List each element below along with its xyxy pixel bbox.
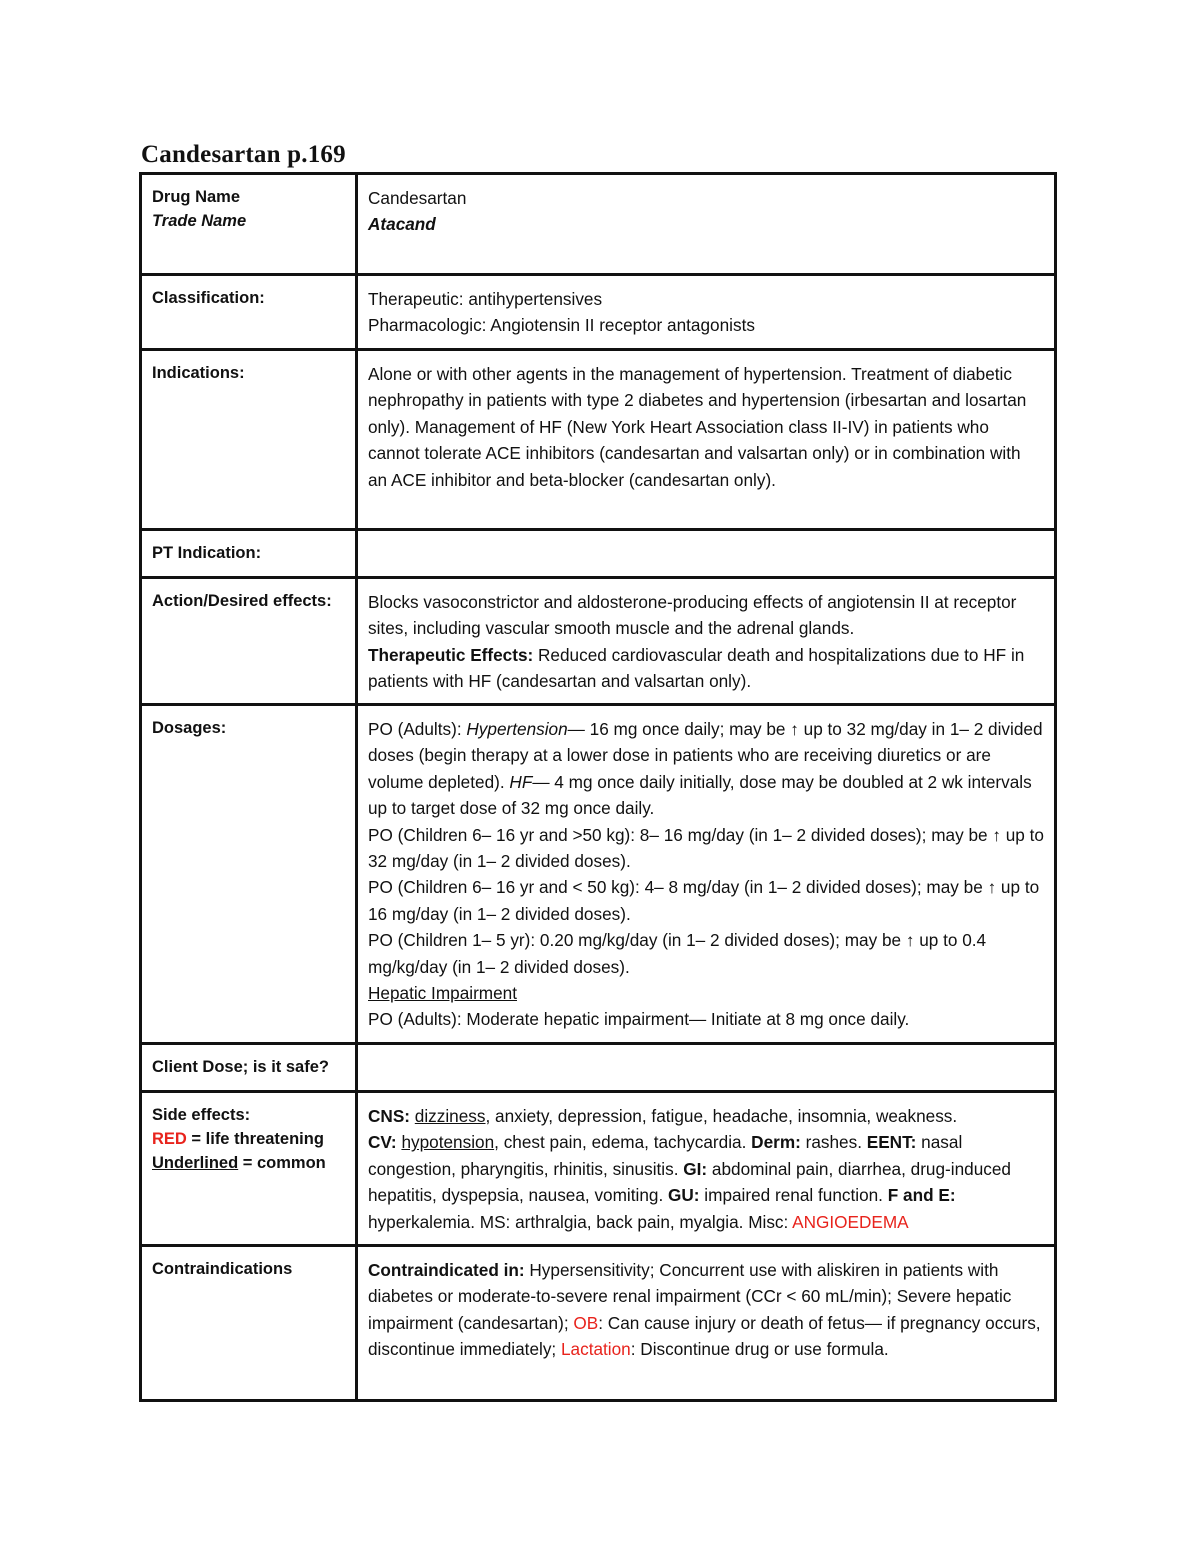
ci-ob-label: OB xyxy=(573,1312,599,1333)
drug-name-value-cell xyxy=(357,174,1056,275)
drug-card-table xyxy=(139,172,1057,1402)
se-cns-common: dizziness xyxy=(414,1106,486,1126)
ci-ob-text: : Can cause injury or death of fetus— if pregnancy occurs, discontinue immediately; xyxy=(368,1312,1041,1360)
ci-text: Hypersensitivity; Concurrent use with aliskiren in patients with diabetes or moderate-to-severe renal impairment (CCr < 60 mL/min); Severe hepatic impairment (candesartan); xyxy=(368,1260,1012,1333)
dose-child-3: PO (Children 1– 5 yr): 0.20 mg/kg/day (in 1– 2 divided doses); may be ↑ up to 0.4 mg/kg/day (in 1– 2 divided doses). xyxy=(368,930,987,977)
dose-adult-htn: Hypertension xyxy=(466,719,568,739)
dose-adult-htn-text: — 16 mg once daily; may be ↑ up to 32 mg/day in 1– 2 divided doses (begin therapy at a lower dose in patients who are receiving diuretics or are volume depleted). xyxy=(368,719,1043,792)
row-dosages xyxy=(141,705,1056,1044)
dose-child-1: PO (Children 6– 16 yr and >50 kg): 8– 16 mg/day (in 1– 2 divided doses); may be ↑ up to 32 mg/day (in 1– 2 divided doses). xyxy=(368,824,1044,872)
therapeutic-effects-text: Reduced cardiovascular death and hospitalizations due to HF in patients with HF (candesartan and valsartan only). xyxy=(368,644,1025,692)
row-classification xyxy=(141,275,1056,350)
indications-label: Indications: xyxy=(141,350,357,530)
page-title: Candesartan p.169 xyxy=(141,141,346,168)
drug-name-label-cell xyxy=(141,174,357,275)
row-side-effects xyxy=(141,1092,1056,1246)
dose-adult-hf: HF xyxy=(509,771,533,792)
se-cns-text: , anxiety, depression, fatigue, headache, insomnia, weakness. xyxy=(485,1106,958,1126)
se-cns-label: CNS: xyxy=(368,1106,411,1126)
se-cv-common: hypotension xyxy=(401,1132,495,1153)
action-text: Blocks vasoconstrictor and aldosterone-producing effects of angiotensin II at receptor sites, including vascular smooth muscle and the adrenal glands. xyxy=(368,592,1017,639)
se-gi-text: abdominal pain, diarrhea, drug-induced hepatitis, dyspepsia, nausea, vomiting. xyxy=(368,1158,1011,1206)
row-indications xyxy=(141,350,1056,530)
dose-adult-label: PO (Adults): xyxy=(368,719,462,739)
dose-hepatic: PO (Adults): Moderate hepatic impairment— Initiate at 8 mg once daily. xyxy=(368,1009,910,1030)
se-cv-label: CV: xyxy=(368,1132,397,1153)
indications-text: Alone or with other agents in the management of hypertension. Treatment of diabetic nephropathy in patients with type 2 diabetes and hypertension (irbesartan and losartan only). Management of HF (New York Heart Association class II-IV) in patients who cannot tolerate ACE inhibitors (candesartan and valsartan only) or in combination with an ACE inhibitor and beta-blocker (candesartan only). xyxy=(357,350,1056,530)
row-contraindications xyxy=(141,1246,1056,1401)
therapeutic-class: Therapeutic: antihypertensives xyxy=(368,289,603,309)
classification-label: Classification: xyxy=(141,275,357,350)
se-fe-label: F and E: xyxy=(887,1185,956,1206)
pt-indication-label: PT Indication: xyxy=(141,530,357,578)
trade-name-label: Trade Name xyxy=(152,212,247,230)
legend-underlined: Underlined xyxy=(152,1154,239,1172)
dosages-value-cell xyxy=(357,705,1056,1044)
side-effects-value-cell xyxy=(357,1092,1056,1246)
se-derm-label: Derm: xyxy=(751,1132,801,1153)
action-label: Action/Desired effects: xyxy=(141,578,357,705)
se-derm-text: rashes. xyxy=(800,1132,862,1153)
se-cv-text: , chest pain, edema, tachycardia. xyxy=(494,1132,747,1153)
se-eent-label: EENT: xyxy=(866,1132,917,1153)
row-pt-indication xyxy=(141,530,1056,578)
contraindications-label: Contraindications xyxy=(141,1246,357,1401)
legend-underlined-text: = common xyxy=(238,1154,326,1172)
se-fe-text: hyperkalemia. MS: arthralgia, back pain, myalgia. Misc: xyxy=(368,1211,793,1232)
se-gi-label: GI: xyxy=(683,1158,708,1179)
classification-value-cell xyxy=(357,275,1056,350)
dose-adult-hf-text: — 4 mg once daily initially, dose may be doubled at 2 wk intervals up to target dose of 32 mg once daily. xyxy=(368,771,1032,819)
contraindications-value-cell xyxy=(357,1246,1056,1401)
ci-lactation-text: : Discontinue drug or use formula. xyxy=(630,1339,889,1360)
legend-red: RED xyxy=(152,1130,187,1148)
side-effects-label: Side effects: xyxy=(152,1106,251,1124)
dose-child-2: PO (Children 6– 16 yr and < 50 kg): 4– 8 mg/day (in 1– 2 divided doses); may be ↑ up to 16 mg/day (in 1– 2 divided doses). xyxy=(368,877,1040,924)
pharmacologic-class: Pharmacologic: Angiotensin II receptor antagonists xyxy=(368,315,755,336)
se-eent-text: nasal congestion, pharyngitis, rhinitis, sinusitis. xyxy=(368,1132,963,1179)
client-dose-label: Client Dose; is it safe? xyxy=(141,1044,357,1092)
pt-indication-value xyxy=(357,530,1056,578)
legend-red-text: = life threatening xyxy=(186,1130,324,1148)
action-value-cell xyxy=(357,578,1056,705)
therapeutic-effects-label: Therapeutic Effects: xyxy=(368,644,534,665)
se-gu-text: impaired renal function. xyxy=(699,1185,883,1206)
se-misc-angioedema: ANGIOEDEMA xyxy=(792,1211,909,1232)
row-client-dose xyxy=(141,1044,1056,1092)
se-gu-label: GU: xyxy=(668,1185,700,1206)
row-drug-name xyxy=(141,174,1056,275)
ci-label: Contraindicated in: xyxy=(368,1260,525,1280)
trade-name: Atacand xyxy=(368,214,436,235)
dosages-label: Dosages: xyxy=(141,705,357,1044)
ci-lactation-label: Lactation xyxy=(560,1339,631,1360)
hepatic-impairment-heading: Hepatic Impairment xyxy=(368,983,518,1004)
drug-name-label: Drug Name xyxy=(152,188,241,206)
client-dose-value xyxy=(357,1044,1056,1092)
row-action xyxy=(141,578,1056,705)
generic-name: Candesartan xyxy=(368,188,467,208)
side-effects-label-cell xyxy=(141,1092,357,1246)
